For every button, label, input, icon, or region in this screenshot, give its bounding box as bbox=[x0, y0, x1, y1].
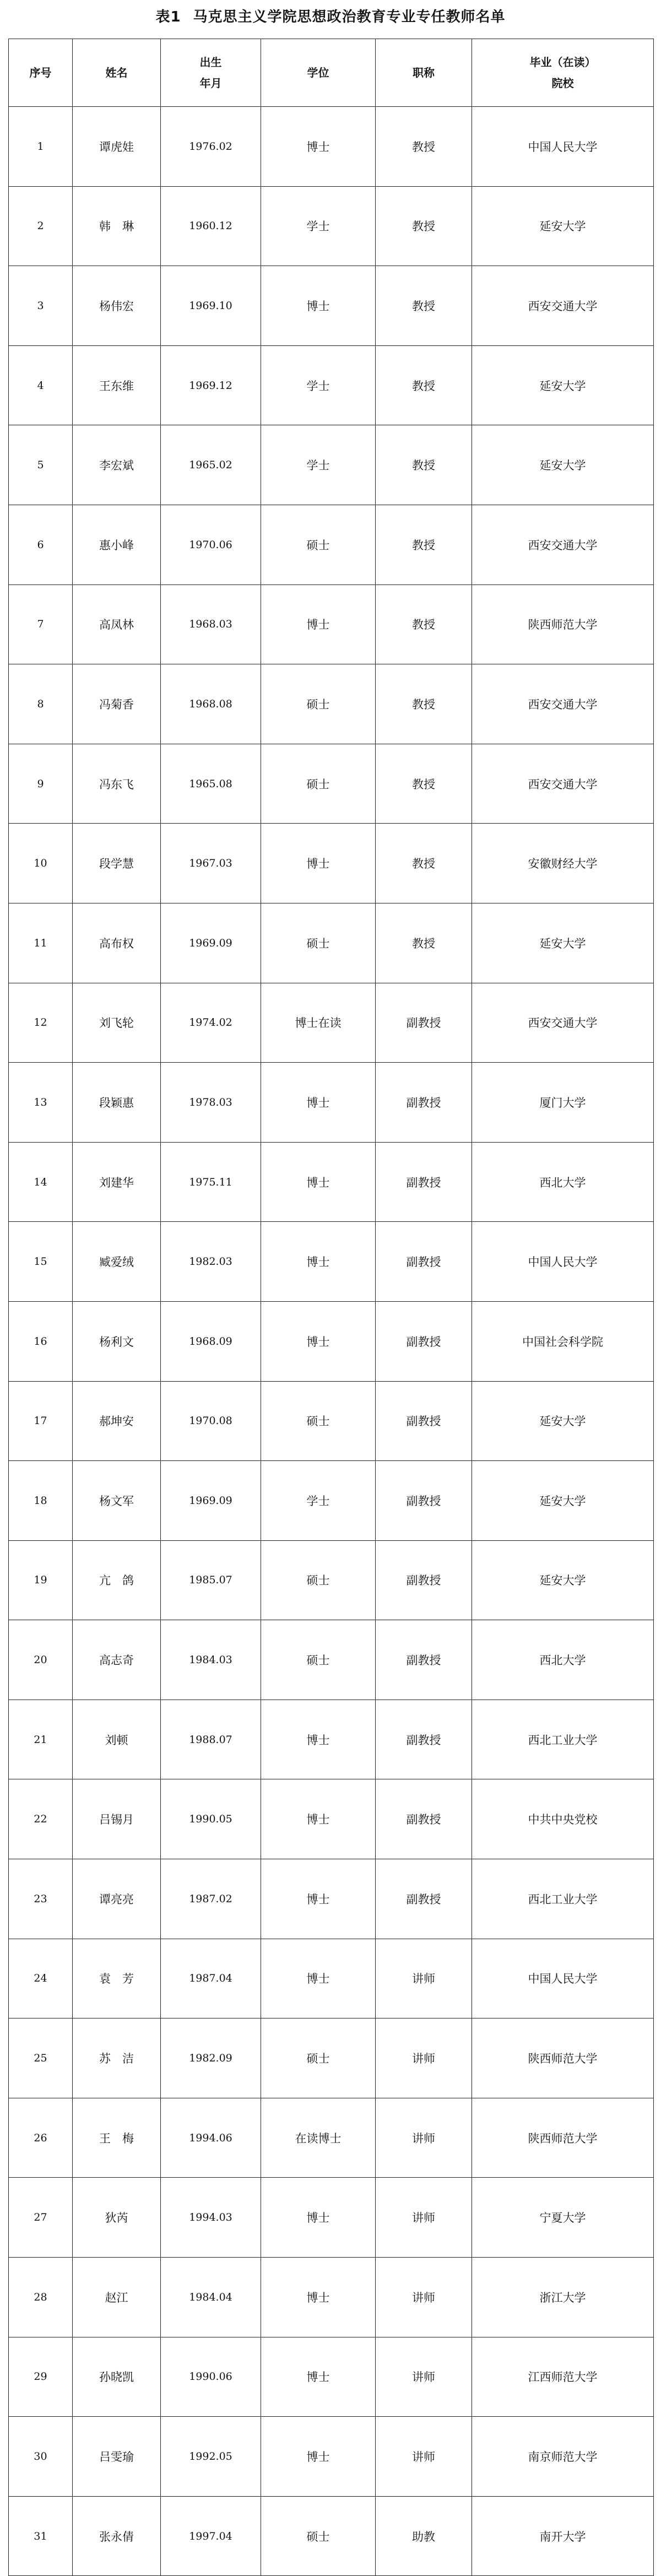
cell-school: 陕西师范大学 bbox=[472, 585, 654, 664]
cell-num: 26 bbox=[9, 2098, 73, 2178]
cell-name: 高志奇 bbox=[73, 1620, 161, 1700]
header-name: 姓名 bbox=[73, 39, 161, 107]
header-birth-line2: 年月 bbox=[199, 77, 222, 90]
cell-num: 28 bbox=[9, 2258, 73, 2337]
cell-birth: 1976.02 bbox=[161, 107, 261, 187]
cell-degree: 博士 bbox=[261, 2178, 376, 2258]
cell-degree: 在读博士 bbox=[261, 2098, 376, 2178]
cell-num: 2 bbox=[9, 186, 73, 266]
cell-name: 段学慧 bbox=[73, 824, 161, 903]
cell-school: 中共中央党校 bbox=[472, 1779, 654, 1859]
cell-birth: 1968.08 bbox=[161, 664, 261, 744]
cell-school: 西安交通大学 bbox=[472, 266, 654, 346]
cell-rank: 副教授 bbox=[376, 1142, 472, 1222]
cell-rank: 副教授 bbox=[376, 983, 472, 1063]
cell-num: 22 bbox=[9, 1779, 73, 1859]
cell-school: 延安大学 bbox=[472, 1381, 654, 1461]
cell-name: 吕雯瑜 bbox=[73, 2417, 161, 2497]
cell-num: 18 bbox=[9, 1461, 73, 1541]
cell-school: 江西师范大学 bbox=[472, 2337, 654, 2417]
cell-birth: 1969.12 bbox=[161, 345, 261, 425]
cell-num: 23 bbox=[9, 1859, 73, 1939]
table-row bbox=[9, 585, 654, 664]
cell-birth: 1970.06 bbox=[161, 505, 261, 585]
cell-num: 30 bbox=[9, 2417, 73, 2497]
cell-birth: 1994.03 bbox=[161, 2178, 261, 2258]
cell-name: 谭亮亮 bbox=[73, 1859, 161, 1939]
cell-name: 张永倩 bbox=[73, 2496, 161, 2576]
cell-name: 狄芮 bbox=[73, 2178, 161, 2258]
cell-degree: 学士 bbox=[261, 186, 376, 266]
cell-num: 13 bbox=[9, 1063, 73, 1143]
cell-school: 宁夏大学 bbox=[472, 2178, 654, 2258]
cell-degree: 硕士 bbox=[261, 1620, 376, 1700]
table-row bbox=[9, 186, 654, 266]
cell-birth: 1994.06 bbox=[161, 2098, 261, 2178]
cell-name: 袁 芳 bbox=[73, 1939, 161, 2018]
cell-degree: 博士 bbox=[261, 585, 376, 664]
cell-degree: 硕士 bbox=[261, 903, 376, 983]
cell-num: 1 bbox=[9, 107, 73, 187]
cell-num: 10 bbox=[9, 824, 73, 903]
cell-name: 高布权 bbox=[73, 903, 161, 983]
cell-birth: 1968.03 bbox=[161, 585, 261, 664]
cell-school: 西安交通大学 bbox=[472, 505, 654, 585]
cell-birth: 1970.08 bbox=[161, 1381, 261, 1461]
cell-degree: 硕士 bbox=[261, 744, 376, 824]
cell-num: 11 bbox=[9, 903, 73, 983]
cell-rank: 讲师 bbox=[376, 2178, 472, 2258]
cell-degree: 博士 bbox=[261, 1063, 376, 1143]
table-row bbox=[9, 1142, 654, 1222]
cell-rank: 副教授 bbox=[376, 1301, 472, 1381]
cell-rank: 教授 bbox=[376, 107, 472, 187]
cell-num: 5 bbox=[9, 425, 73, 505]
cell-rank: 副教授 bbox=[376, 1540, 472, 1620]
cell-rank: 副教授 bbox=[376, 1222, 472, 1302]
cell-rank: 讲师 bbox=[376, 2337, 472, 2417]
cell-birth: 1987.04 bbox=[161, 1939, 261, 2018]
cell-rank: 教授 bbox=[376, 186, 472, 266]
cell-name: 杨利文 bbox=[73, 1301, 161, 1381]
cell-school: 中国人民大学 bbox=[472, 107, 654, 187]
cell-degree: 硕士 bbox=[261, 1381, 376, 1461]
cell-birth: 1982.03 bbox=[161, 1222, 261, 1302]
cell-school: 陕西师范大学 bbox=[472, 2018, 654, 2098]
cell-birth: 1969.09 bbox=[161, 1461, 261, 1541]
cell-name: 刘顿 bbox=[73, 1700, 161, 1779]
cell-name: 刘建华 bbox=[73, 1142, 161, 1222]
cell-birth: 1967.03 bbox=[161, 824, 261, 903]
cell-degree: 博士在读 bbox=[261, 983, 376, 1063]
cell-degree: 学士 bbox=[261, 1461, 376, 1541]
cell-school: 厦门大学 bbox=[472, 1063, 654, 1143]
header-degree: 学位 bbox=[261, 39, 376, 107]
cell-name: 郝坤安 bbox=[73, 1381, 161, 1461]
table-row bbox=[9, 1381, 654, 1461]
table-row bbox=[9, 903, 654, 983]
cell-name: 高凤林 bbox=[73, 585, 161, 664]
cell-birth: 1990.05 bbox=[161, 1779, 261, 1859]
cell-school: 陕西师范大学 bbox=[472, 2098, 654, 2178]
table-row bbox=[9, 1939, 654, 2018]
table-row bbox=[9, 2018, 654, 2098]
cell-name: 赵江 bbox=[73, 2258, 161, 2337]
header-school bbox=[472, 39, 654, 107]
cell-degree: 博士 bbox=[261, 1700, 376, 1779]
cell-school: 西北工业大学 bbox=[472, 1700, 654, 1779]
cell-birth: 1975.11 bbox=[161, 1142, 261, 1222]
cell-name: 杨文军 bbox=[73, 1461, 161, 1541]
cell-degree: 硕士 bbox=[261, 505, 376, 585]
cell-degree: 博士 bbox=[261, 2258, 376, 2337]
header-school-line1: 毕业（在读） bbox=[529, 56, 596, 69]
cell-name: 孙晓凯 bbox=[73, 2337, 161, 2417]
cell-school: 延安大学 bbox=[472, 903, 654, 983]
cell-degree: 博士 bbox=[261, 266, 376, 346]
cell-birth: 1992.05 bbox=[161, 2417, 261, 2497]
cell-school: 延安大学 bbox=[472, 425, 654, 505]
cell-name: 惠小峰 bbox=[73, 505, 161, 585]
cell-school: 延安大学 bbox=[472, 186, 654, 266]
cell-rank: 教授 bbox=[376, 664, 472, 744]
cell-school: 西安交通大学 bbox=[472, 744, 654, 824]
cell-num: 27 bbox=[9, 2178, 73, 2258]
table-caption-label: 表1 bbox=[155, 9, 181, 25]
table-header bbox=[9, 39, 654, 107]
table-row bbox=[9, 824, 654, 903]
cell-rank: 副教授 bbox=[376, 1381, 472, 1461]
cell-rank: 教授 bbox=[376, 345, 472, 425]
header-school-line2: 院校 bbox=[551, 77, 574, 90]
cell-num: 16 bbox=[9, 1301, 73, 1381]
cell-num: 9 bbox=[9, 744, 73, 824]
cell-num: 21 bbox=[9, 1700, 73, 1779]
cell-rank: 教授 bbox=[376, 505, 472, 585]
cell-num: 12 bbox=[9, 983, 73, 1063]
cell-birth: 1965.02 bbox=[161, 425, 261, 505]
cell-name: 李宏斌 bbox=[73, 425, 161, 505]
cell-name: 吕锡月 bbox=[73, 1779, 161, 1859]
cell-birth: 1984.04 bbox=[161, 2258, 261, 2337]
cell-degree: 硕士 bbox=[261, 1540, 376, 1620]
cell-name: 杨伟宏 bbox=[73, 266, 161, 346]
cell-num: 19 bbox=[9, 1540, 73, 1620]
cell-rank: 讲师 bbox=[376, 2417, 472, 2497]
table-row bbox=[9, 345, 654, 425]
cell-name: 王 梅 bbox=[73, 2098, 161, 2178]
cell-rank: 讲师 bbox=[376, 2018, 472, 2098]
cell-num: 3 bbox=[9, 266, 73, 346]
header-rank: 职称 bbox=[376, 39, 472, 107]
cell-rank: 讲师 bbox=[376, 2258, 472, 2337]
cell-num: 29 bbox=[9, 2337, 73, 2417]
table-row bbox=[9, 505, 654, 585]
cell-name: 冯菊香 bbox=[73, 664, 161, 744]
cell-name: 臧爱绒 bbox=[73, 1222, 161, 1302]
cell-degree: 硕士 bbox=[261, 2496, 376, 2576]
cell-degree: 硕士 bbox=[261, 664, 376, 744]
table-caption bbox=[0, 8, 661, 26]
table-row bbox=[9, 2337, 654, 2417]
cell-degree: 博士 bbox=[261, 1939, 376, 2018]
cell-degree: 博士 bbox=[261, 107, 376, 187]
cell-school: 安徽财经大学 bbox=[472, 824, 654, 903]
cell-school: 西北工业大学 bbox=[472, 1859, 654, 1939]
table-row bbox=[9, 2496, 654, 2576]
cell-degree: 博士 bbox=[261, 1779, 376, 1859]
table-row bbox=[9, 1301, 654, 1381]
header-num: 序号 bbox=[9, 39, 73, 107]
header-birth-line1: 出生 bbox=[199, 56, 222, 69]
header-birth bbox=[161, 39, 261, 107]
cell-birth: 1997.04 bbox=[161, 2496, 261, 2576]
table-caption-text: 马克思主义学院思想政治教育专业专任教师名单 bbox=[193, 9, 506, 25]
cell-num: 6 bbox=[9, 505, 73, 585]
table-row bbox=[9, 425, 654, 505]
cell-school: 南开大学 bbox=[472, 2496, 654, 2576]
table-row bbox=[9, 1461, 654, 1541]
cell-birth: 1968.09 bbox=[161, 1301, 261, 1381]
cell-rank: 教授 bbox=[376, 425, 472, 505]
table-row bbox=[9, 1620, 654, 1700]
cell-birth: 1974.02 bbox=[161, 983, 261, 1063]
cell-num: 7 bbox=[9, 585, 73, 664]
cell-rank: 副教授 bbox=[376, 1779, 472, 1859]
cell-num: 8 bbox=[9, 664, 73, 744]
cell-birth: 1985.07 bbox=[161, 1540, 261, 1620]
cell-rank: 副教授 bbox=[376, 1063, 472, 1143]
cell-degree: 硕士 bbox=[261, 2018, 376, 2098]
table-row bbox=[9, 107, 654, 187]
cell-birth: 1978.03 bbox=[161, 1063, 261, 1143]
cell-birth: 1982.09 bbox=[161, 2018, 261, 2098]
cell-birth: 1969.10 bbox=[161, 266, 261, 346]
cell-name: 冯东飞 bbox=[73, 744, 161, 824]
cell-degree: 博士 bbox=[261, 1301, 376, 1381]
cell-birth: 1969.09 bbox=[161, 903, 261, 983]
cell-rank: 副教授 bbox=[376, 1859, 472, 1939]
cell-school: 延安大学 bbox=[472, 1461, 654, 1541]
table-row bbox=[9, 2258, 654, 2337]
table-body bbox=[9, 107, 654, 2576]
cell-birth: 1988.07 bbox=[161, 1700, 261, 1779]
cell-birth: 1960.12 bbox=[161, 186, 261, 266]
cell-birth: 1965.08 bbox=[161, 744, 261, 824]
cell-school: 浙江大学 bbox=[472, 2258, 654, 2337]
table-row bbox=[9, 1779, 654, 1859]
cell-num: 17 bbox=[9, 1381, 73, 1461]
cell-rank: 教授 bbox=[376, 585, 472, 664]
cell-birth: 1990.06 bbox=[161, 2337, 261, 2417]
cell-num: 15 bbox=[9, 1222, 73, 1302]
cell-name: 亢 鸽 bbox=[73, 1540, 161, 1620]
cell-degree: 学士 bbox=[261, 425, 376, 505]
cell-rank: 副教授 bbox=[376, 1620, 472, 1700]
cell-birth: 1987.02 bbox=[161, 1859, 261, 1939]
cell-degree: 博士 bbox=[261, 2417, 376, 2497]
table-row bbox=[9, 1222, 654, 1302]
cell-rank: 副教授 bbox=[376, 1700, 472, 1779]
cell-school: 西北大学 bbox=[472, 1620, 654, 1700]
cell-name: 韩 琳 bbox=[73, 186, 161, 266]
table-row bbox=[9, 1700, 654, 1779]
table-row bbox=[9, 2178, 654, 2258]
cell-birth: 1984.03 bbox=[161, 1620, 261, 1700]
cell-name: 刘飞轮 bbox=[73, 983, 161, 1063]
cell-num: 24 bbox=[9, 1939, 73, 2018]
cell-school: 中国社会科学院 bbox=[472, 1301, 654, 1381]
table-row bbox=[9, 2417, 654, 2497]
faculty-roster-table bbox=[8, 39, 654, 2576]
cell-school: 西安交通大学 bbox=[472, 983, 654, 1063]
cell-num: 20 bbox=[9, 1620, 73, 1700]
cell-school: 中国人民大学 bbox=[472, 1222, 654, 1302]
cell-school: 南京师范大学 bbox=[472, 2417, 654, 2497]
cell-num: 25 bbox=[9, 2018, 73, 2098]
cell-degree: 博士 bbox=[261, 824, 376, 903]
cell-num: 14 bbox=[9, 1142, 73, 1222]
cell-degree: 博士 bbox=[261, 2337, 376, 2417]
cell-rank: 讲师 bbox=[376, 2098, 472, 2178]
cell-name: 王东维 bbox=[73, 345, 161, 425]
cell-school: 中国人民大学 bbox=[472, 1939, 654, 2018]
cell-school: 延安大学 bbox=[472, 1540, 654, 1620]
cell-rank: 助教 bbox=[376, 2496, 472, 2576]
cell-degree: 博士 bbox=[261, 1142, 376, 1222]
cell-school: 西安交通大学 bbox=[472, 664, 654, 744]
table-row bbox=[9, 2098, 654, 2178]
cell-name: 谭虎娃 bbox=[73, 107, 161, 187]
cell-school: 延安大学 bbox=[472, 345, 654, 425]
header-row bbox=[9, 39, 654, 107]
cell-name: 段颖惠 bbox=[73, 1063, 161, 1143]
cell-rank: 教授 bbox=[376, 824, 472, 903]
cell-degree: 学士 bbox=[261, 345, 376, 425]
table-row bbox=[9, 1859, 654, 1939]
cell-rank: 教授 bbox=[376, 744, 472, 824]
cell-name: 苏 洁 bbox=[73, 2018, 161, 2098]
cell-rank: 教授 bbox=[376, 266, 472, 346]
table-row bbox=[9, 664, 654, 744]
table-row bbox=[9, 744, 654, 824]
cell-rank: 教授 bbox=[376, 903, 472, 983]
cell-rank: 副教授 bbox=[376, 1461, 472, 1541]
table-row bbox=[9, 983, 654, 1063]
table-row bbox=[9, 266, 654, 346]
cell-rank: 讲师 bbox=[376, 1939, 472, 2018]
cell-degree: 博士 bbox=[261, 1859, 376, 1939]
cell-degree: 博士 bbox=[261, 1222, 376, 1302]
table-row bbox=[9, 1540, 654, 1620]
cell-num: 4 bbox=[9, 345, 73, 425]
cell-num: 31 bbox=[9, 2496, 73, 2576]
cell-school: 西北大学 bbox=[472, 1142, 654, 1222]
table-row bbox=[9, 1063, 654, 1143]
